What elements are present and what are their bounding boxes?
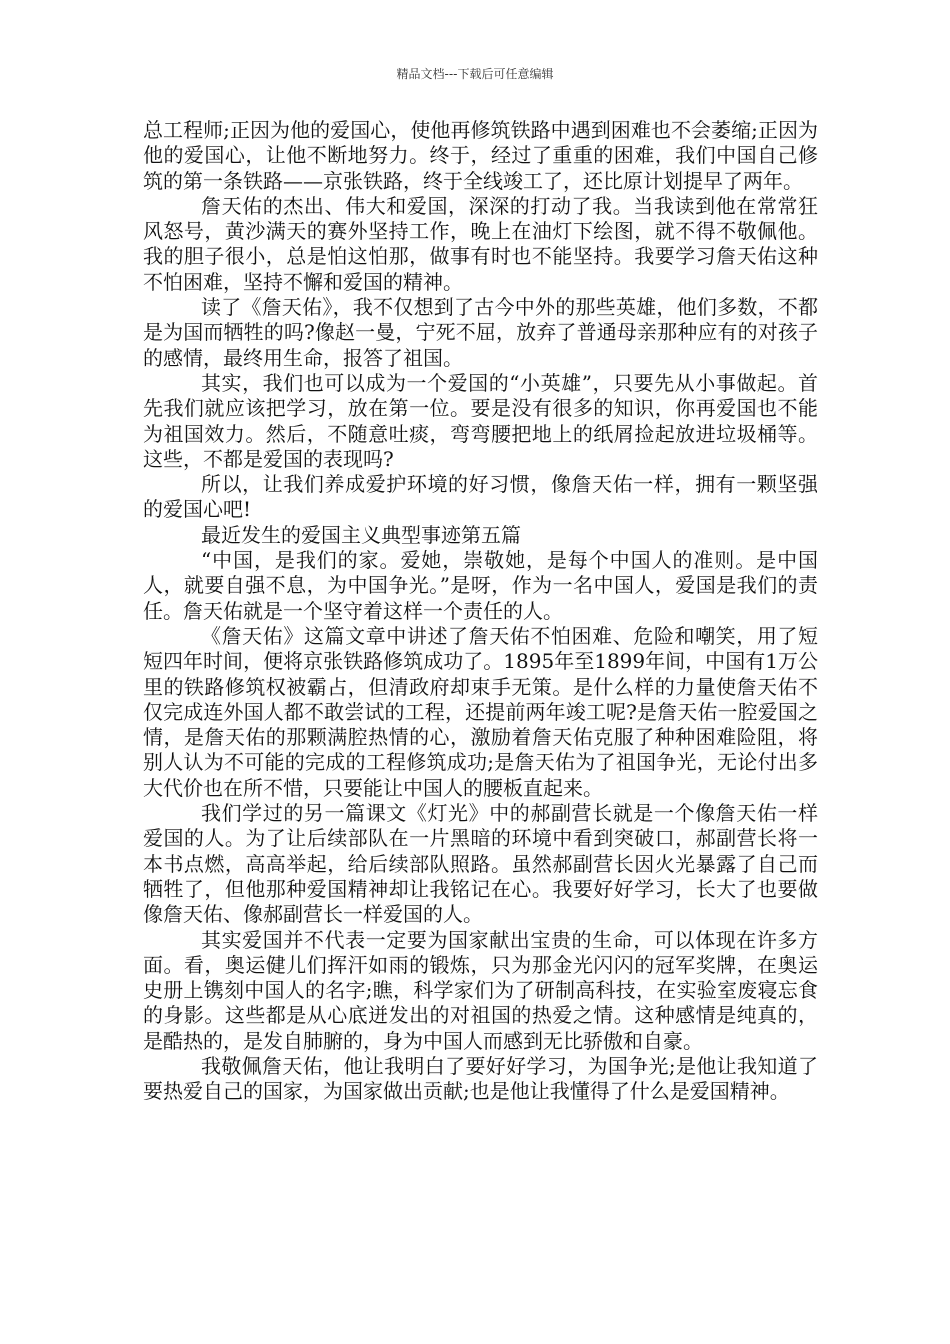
paragraph: 詹天佑的杰出、伟大和爱国，深深的打动了我。当我读到他在常常狂风怒号，黄沙满天的赛外坚持工作，晚上在油灯下绘图，就不得不敬佩他。我的胆子很小，总是怕这怕那，做事有时也不能坚持。我要学习詹天佑这种不怕困难，坚持不懈和爱国的精神。 xyxy=(143,193,818,294)
paragraph: 我敬佩詹天佑，他让我明白了要好好学习，为国争光;是他让我知道了要热爱自己的国家，为国家做出贡献;也是他让我懂得了什么是爱国精神。 xyxy=(143,1053,818,1104)
paragraph: “中国，是我们的家。爱她，崇敬她，是每个中国人的准则。是中国人，就要自强不息，为中国争光。”是呀，作为一名中国人，爱国是我们的责任。詹天佑就是一个坚守着这样一个责任的人。 xyxy=(143,548,818,623)
paragraph: 总工程师;正因为他的爱国心，使他再修筑铁路中遇到困难也不会萎缩;正因为他的爱国心，让他不断地努力。终于，经过了重重的困难，我们中国自己修筑的第一条铁路——京张铁路，终于全线竣工了，还比原计划提早了两年。 xyxy=(143,118,818,193)
page-header: 精品文档---下载后可任意编辑 xyxy=(396,67,554,81)
paragraph: 《詹天佑》这篇文章中讲述了詹天佑不怕困难、危险和嘲笑，用了短短四年时间，便将京张铁路修筑成功了。1895年至1899年间，中国有1万公里的铁路修筑权被霸占，但清政府却束手无策。是什么样的力量使詹天佑不仅完成连外国人都不敢尝试的工程，还提前两年竣工呢?是詹天佑一腔爱国之情，是詹天佑的那颗满腔热情的心，激励着詹天佑克服了种种困难险阻，将别人认为不可能的完成的工程修筑成功;是詹天佑为了祖国争光，无论付出多大代价也在所不惜，只要能让中国人的腰板直起来。 xyxy=(143,623,818,800)
paragraph: 其实，我们也可以成为一个爱国的“小英雄”，只要先从小事做起。首先我们就应该把学习，放在第一位。要是没有很多的知识，你再爱国也不能为祖国效力。然后，不随意吐痰，弯弯腰把地上的纸屑捡起放进垃圾桶等。这些，不都是爱国的表现吗? xyxy=(143,370,818,471)
document-body xyxy=(143,118,818,1105)
section-heading: 最近发生的爱国主义典型事迹第五篇 xyxy=(201,522,521,547)
paragraph: 我们学过的另一篇课文《灯光》中的郝副营长就是一个像詹天佑一样爱国的人。为了让后续部队在一片黑暗的环境中看到突破口，郝副营长将一本书点燃，高高举起，给后续部队照路。虽然郝副营长因火光暴露了自己而牺牲了，但他那种爱国精神却让我铭记在心。我要好好学习，长大了也要做像詹天佑、像郝副营长一样爱国的人。 xyxy=(143,801,818,927)
paragraph: 其实爱国并不代表一定要为国家献出宝贵的生命，可以体现在许多方面。看，奥运健儿们挥汗如雨的锻炼，只为那金光闪闪的冠军奖牌，在奥运史册上镌刻中国人的名字;瞧，科学家们为了研制高科技，在实验室废寝忘食的身影。这些都是从心底迸发出的对祖国的热爱之情。这种感情是纯真的，是酷热的，是发自肺腑的，身为中国人而感到无比骄傲和自豪。 xyxy=(143,927,818,1053)
paragraph: 所以，让我们养成爱护环境的好习惯，像詹天佑一样，拥有一颗坚强的爱国心吧! xyxy=(143,472,818,522)
paragraph: 读了《詹天佑》，我不仅想到了古今中外的那些英雄，他们多数，不都是为国而牺牲的吗?像赵一曼，宁死不屈，放弃了普通母亲那种应有的对孩子的感情，最终用生命，报答了祖国。 xyxy=(143,295,818,370)
